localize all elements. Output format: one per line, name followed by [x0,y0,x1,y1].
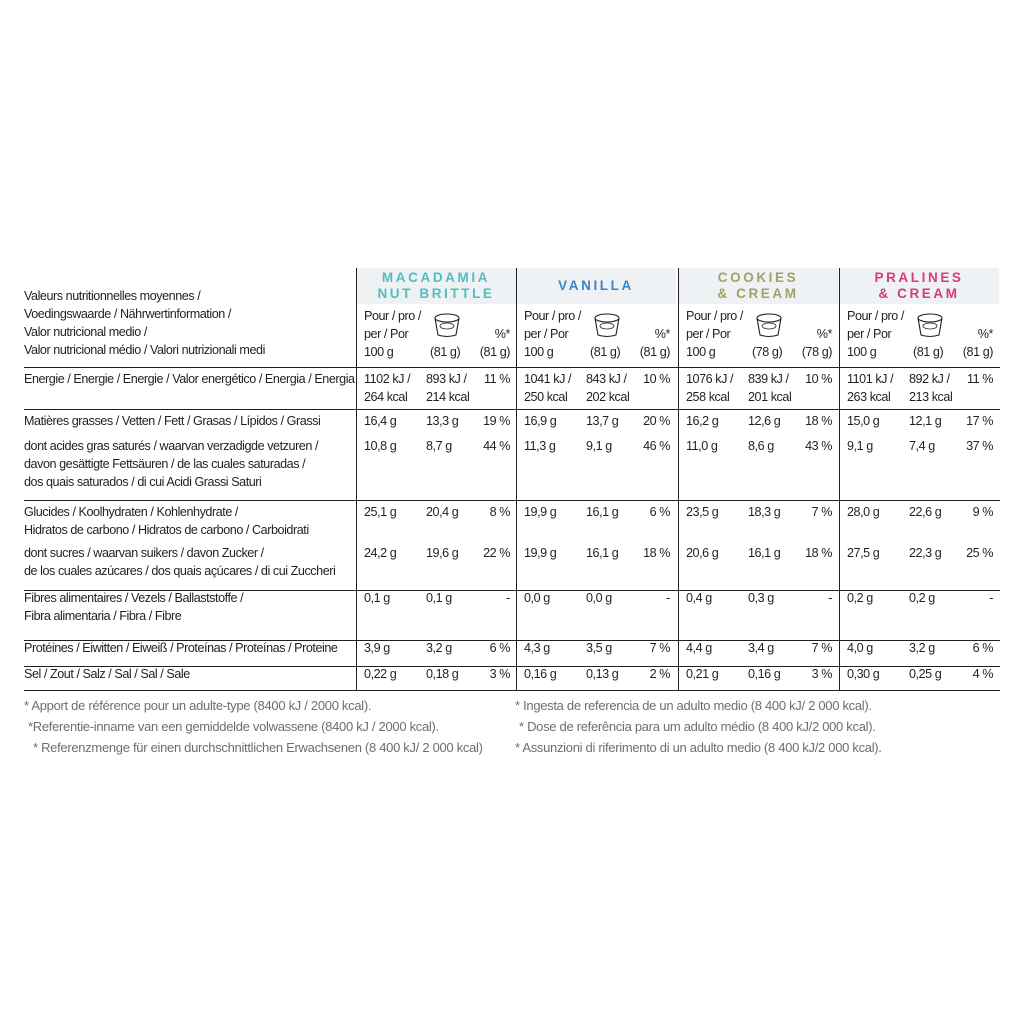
per-portion-value: 843 kJ / [586,372,627,386]
per-100g-value: 20,6 g [686,546,719,560]
percent-value: - [828,591,832,605]
percent-value: 3 % [811,667,832,681]
footnote-line: * Ingesta de referencia de un adulto medio (8 400 kJ/ 2 000 kcal). [515,698,872,713]
per-portion-value: 3,2 g [426,641,452,655]
percent-portion-size: (78 g) [801,345,832,359]
nutrient-label: de los cuales azúcares / dos quais açúcares / di cui Zuccheri [24,564,336,578]
per-100g-value: 1041 kJ / [524,372,572,386]
percent-value: 9 % [972,505,993,519]
footnote-line: * Assunzioni di riferimento di un adulto medio (8 400 kJ/2 000 kcal). [515,740,882,755]
per-100g-value: 16,2 g [686,414,719,428]
percent-ri-head: %* [816,327,832,341]
footnote-line: * Dose de referência para um adulto médio (8 400 kJ/2 000 kcal). [519,719,876,734]
percent-value: 6 % [649,505,670,519]
per-100g-head: per / Por [847,327,892,341]
column-divider [839,268,840,690]
per-portion-value: 0,3 g [748,591,774,605]
nutrient-label: Fibres alimentaires / Vezels / Ballaststoffe / [24,591,244,605]
per-portion-value: 8,6 g [748,439,774,453]
per-100g-value: 16,9 g [524,414,557,428]
percent-value: 18 % [643,546,670,560]
nutrient-label: Matières grasses / Vetten / Fett / Grasas / Lípidos / Grassi [24,414,321,428]
row-divider [24,409,1000,410]
per-portion-value: 0,2 g [909,591,935,605]
per-100g-value: 4,3 g [524,641,550,655]
footnote-line: * Referenzmenge für einen durchschnittlichen Erwachsenen (8 400 kJ/ 2 000 kcal) [33,740,483,755]
column-divider [516,268,517,690]
ice-cream-cup-icon [432,312,462,338]
nutrient-label: dont acides gras saturés / waarvan verzadigde vetzuren / [24,439,319,453]
row-divider [24,500,1000,501]
per-100g-value: 0,22 g [364,667,397,681]
per-100g-head: per / Por [524,327,569,341]
nutrient-label: Hidratos de carbono / Hidratos de carbono / Carboidrati [24,523,309,537]
per-100g-head: 100 g [686,345,716,359]
per-portion-value: 19,6 g [426,546,459,560]
per-100g-value: 0,30 g [847,667,880,681]
per-portion-value: 0,25 g [909,667,942,681]
per-100g-value: 0,16 g [524,667,557,681]
per-100g-value: 4,0 g [847,641,873,655]
percent-value: - [506,591,510,605]
flavour-name-line: PRALINES [874,270,964,285]
per-portion-value: 0,16 g [748,667,781,681]
per-100g-head: Pour / pro / [847,309,904,323]
percent-portion-size: (81 g) [479,345,510,359]
per-100g-value: 23,5 g [686,505,719,519]
per-100g-value: 0,4 g [686,591,712,605]
portion-size: (81 g) [913,345,944,359]
per-100g-value: 11,0 g [686,439,718,453]
per-portion-value: 16,1 g [586,505,619,519]
nutrient-label: Energie / Energie / Energie / Valor energético / Energia / Energia [24,372,355,386]
per-100g-head: 100 g [847,345,877,359]
per-portion-value: 8,7 g [426,439,452,453]
per-portion-value: 839 kJ / [748,372,789,386]
portion-size: (78 g) [752,345,783,359]
per-100g-value: 4,4 g [686,641,712,655]
flavour-header-pralines [839,268,999,304]
per-portion-value: 12,1 g [909,414,942,428]
percent-value: 6 % [489,641,510,655]
percent-value: 37 % [966,439,993,453]
percent-value: 18 % [805,414,832,428]
per-100g-value: 1076 kJ / [686,372,734,386]
per-100g-value: 24,2 g [364,546,397,560]
per-portion-value: 893 kJ / [426,372,467,386]
header-label-line: Valor nutricional médio / Valori nutrizionali medi [24,343,265,357]
per-portion-value: 3,2 g [909,641,935,655]
per-portion-value: 0,0 g [586,591,612,605]
percent-value: - [666,591,670,605]
percent-ri-head: %* [494,327,510,341]
flavour-name-line: NUT BRITTLE [377,286,495,301]
percent-value: - [989,591,993,605]
per-portion-value: 0,1 g [426,591,452,605]
per-portion-value: 214 kcal [426,390,470,404]
nutrient-label: dont sucres / waarvan suikers / davon Zucker / [24,546,264,560]
flavour-name-line: MACADAMIA [381,270,491,285]
nutrient-label: Glucides / Koolhydraten / Kohlenhydrate / [24,505,238,519]
per-portion-value: 18,3 g [748,505,781,519]
per-portion-value: 16,1 g [586,546,619,560]
flavour-header-vanilla [516,268,676,304]
percent-value: 22 % [483,546,510,560]
per-100g-head: Pour / pro / [364,309,421,323]
flavour-header-cookies [678,268,838,304]
nutrient-label: Sel / Zout / Salz / Sal / Sal / Sale [24,667,190,681]
percent-value: 6 % [972,641,993,655]
per-portion-value: 0,13 g [586,667,619,681]
per-portion-value: 22,6 g [909,505,942,519]
per-portion-value: 13,7 g [586,414,619,428]
percent-portion-size: (81 g) [639,345,670,359]
per-portion-value: 16,1 g [748,546,781,560]
per-100g-value: 3,9 g [364,641,390,655]
header-label-line: Valor nutricional medio / [24,325,147,339]
per-portion-value: 0,18 g [426,667,459,681]
nutrient-label: Fibra alimentaria / Fibra / Fibre [24,609,182,623]
per-100g-value: 0,1 g [364,591,390,605]
per-100g-value: 11,3 g [524,439,556,453]
percent-value: 10 % [805,372,832,386]
nutrient-label: Protéines / Eiwitten / Eiweiß / Proteínas / Proteínas / Proteine [24,641,338,655]
portion-size: (81 g) [430,345,461,359]
percent-value: 4 % [972,667,993,681]
per-100g-value: 16,4 g [364,414,397,428]
percent-value: 44 % [483,439,510,453]
nutrient-label: dos quais saturados / di cui Acidi Grassi Saturi [24,475,262,489]
per-100g-value: 15,0 g [847,414,880,428]
footnote-line: * Apport de référence pour un adulte-type (8400 kJ / 2000 kcal). [24,698,372,713]
percent-value: 18 % [805,546,832,560]
per-portion-value: 201 kcal [748,390,792,404]
nutrition-table [24,268,1000,750]
per-portion-value: 22,3 g [909,546,942,560]
flavour-name-line: COOKIES [717,270,799,285]
per-100g-head: Pour / pro / [524,309,581,323]
portion-size: (81 g) [590,345,621,359]
per-portion-value: 3,5 g [586,641,612,655]
percent-value: 8 % [489,505,510,519]
percent-value: 7 % [811,505,832,519]
percent-value: 20 % [643,414,670,428]
per-100g-value: 250 kcal [524,390,568,404]
per-portion-value: 7,4 g [909,439,935,453]
percent-value: 11 % [967,372,993,386]
per-100g-value: 25,1 g [364,505,397,519]
row-divider [24,367,1000,368]
per-100g-value: 0,21 g [686,667,719,681]
nutrient-label: davon gesättigte Fettsäuren / de las cuales saturadas / [24,457,306,471]
percent-ri-head: %* [977,327,993,341]
flavour-name-line: VANILLA [558,278,634,293]
per-100g-value: 1102 kJ / [364,372,411,386]
ice-cream-cup-icon [915,312,945,338]
per-portion-value: 9,1 g [586,439,612,453]
per-100g-value: 27,5 g [847,546,880,560]
per-100g-value: 0,0 g [524,591,550,605]
flavour-name-line: & CREAM [878,286,960,301]
ice-cream-cup-icon [754,312,784,338]
per-100g-value: 10,8 g [364,439,397,453]
column-divider [356,268,357,690]
per-100g-value: 264 kcal [364,390,408,404]
per-portion-value: 202 kcal [586,390,630,404]
per-100g-head: Pour / pro / [686,309,743,323]
percent-value: 17 % [966,414,993,428]
percent-value: 43 % [805,439,832,453]
flavour-name-line: & CREAM [717,286,799,301]
ice-cream-cup-icon [592,312,622,338]
header-label-line: Voedingswaarde / Nährwertinformation / [24,307,231,321]
per-portion-value: 3,4 g [748,641,774,655]
percent-value: 7 % [649,641,670,655]
footnote-line: *Referentie-inname van een gemiddelde volwassene (8400 kJ / 2000 kcal). [28,719,439,734]
per-100g-head: per / Por [364,327,409,341]
per-100g-value: 0,2 g [847,591,873,605]
per-100g-value: 263 kcal [847,390,891,404]
percent-portion-size: (81 g) [962,345,993,359]
per-portion-value: 213 kcal [909,390,953,404]
percent-value: 19 % [483,414,510,428]
per-portion-value: 12,6 g [748,414,781,428]
per-100g-value: 258 kcal [686,390,730,404]
per-portion-value: 892 kJ / [909,372,950,386]
per-100g-head: per / Por [686,327,731,341]
per-100g-value: 9,1 g [847,439,873,453]
per-portion-value: 13,3 g [426,414,459,428]
percent-ri-head: %* [654,327,670,341]
percent-value: 2 % [649,667,670,681]
per-100g-value: 19,9 g [524,546,557,560]
percent-value: 7 % [811,641,832,655]
percent-value: 3 % [489,667,510,681]
header-label-line: Valeurs nutritionnelles moyennes / [24,289,201,303]
percent-value: 11 % [484,372,510,386]
flavour-header-macadamia [356,268,516,304]
per-portion-value: 20,4 g [426,505,459,519]
percent-value: 25 % [966,546,993,560]
column-divider [678,268,679,690]
per-100g-value: 19,9 g [524,505,557,519]
per-100g-value: 1101 kJ / [847,372,894,386]
percent-value: 46 % [643,439,670,453]
percent-value: 10 % [643,372,670,386]
per-100g-head: 100 g [364,345,394,359]
row-divider [24,690,1000,691]
per-100g-value: 28,0 g [847,505,880,519]
per-100g-head: 100 g [524,345,554,359]
